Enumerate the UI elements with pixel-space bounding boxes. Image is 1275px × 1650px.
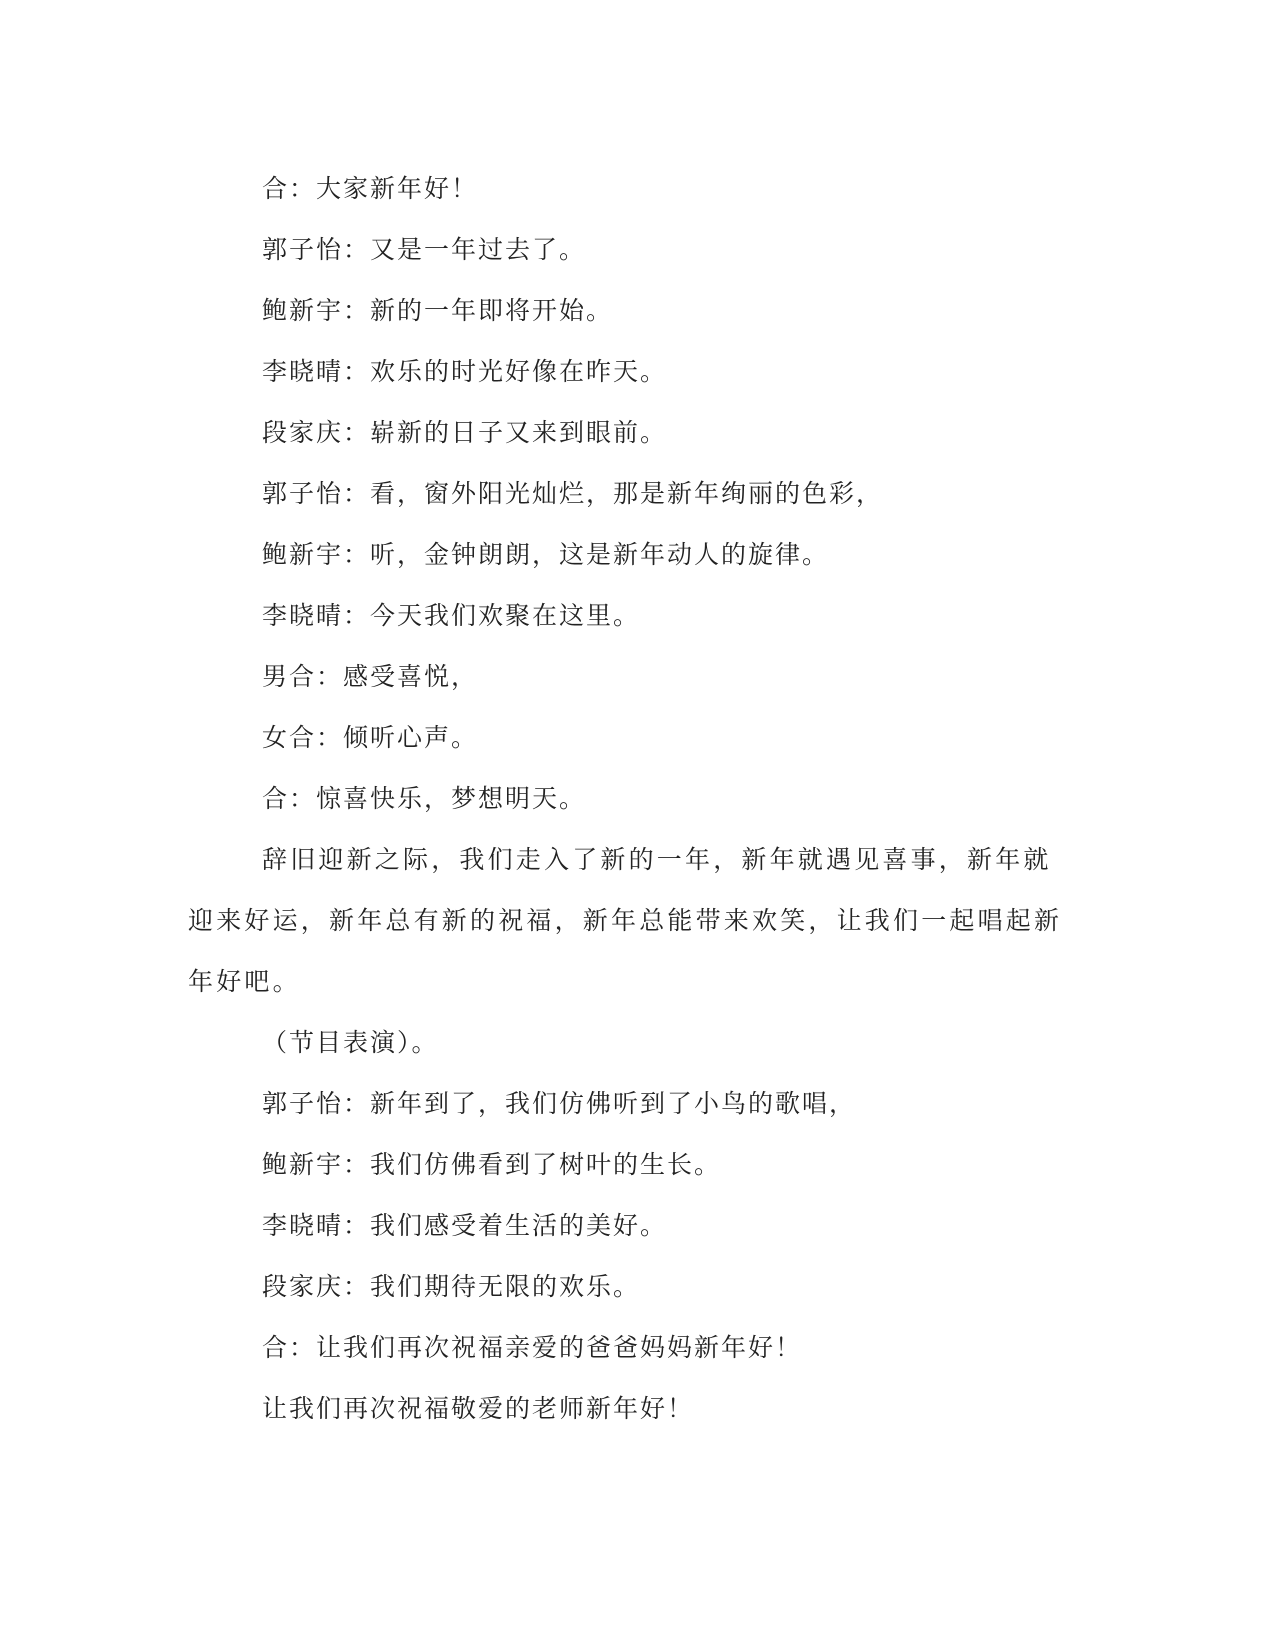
narration-paragraph-wrapper	[188, 829, 1068, 1012]
script-line: 鲍新宇：新的一年即将开始。	[262, 296, 614, 325]
script-line: 合：大家新年好！	[262, 174, 479, 203]
script-line: （节目表演）。	[262, 1028, 439, 1057]
script-line: 合：惊喜快乐，梦想明天。	[262, 784, 587, 813]
script-line: 李晓晴：欢乐的时光好像在昨天。	[262, 357, 668, 386]
script-line: 合：让我们再次祝福亲爱的爸爸妈妈新年好！	[262, 1333, 803, 1362]
script-line: 郭子怡：看，窗外阳光灿烂，那是新年绚丽的色彩，	[262, 479, 884, 508]
script-line: 段家庆：崭新的日子又来到眼前。	[262, 418, 668, 447]
script-line: 鲍新宇：我们仿佛看到了树叶的生长。	[262, 1150, 722, 1179]
script-line: 让我们再次祝福敬爱的老师新年好！	[262, 1394, 695, 1423]
script-line: 男合：感受喜悦，	[262, 662, 479, 691]
script-line: 鲍新宇：听，金钟朗朗，这是新年动人的旋律。	[262, 540, 830, 569]
script-line: 李晓晴：今天我们欢聚在这里。	[262, 601, 641, 630]
script-line: 李晓晴：我们感受着生活的美好。	[262, 1211, 668, 1240]
document-body	[188, 168, 1068, 1449]
script-line: 段家庆：我们期待无限的欢乐。	[262, 1272, 641, 1301]
script-line: 郭子怡：新年到了，我们仿佛听到了小鸟的歌唱，	[262, 1089, 857, 1118]
script-line: 女合：倾听心声。	[262, 723, 479, 752]
narration-paragraph: 辞旧迎新之际，我们走入了新的一年，新年就遇见喜事，新年就迎来好运，新年总有新的祝福，新年总能带来欢笑，让我们一起唱起新年好吧。	[188, 845, 1063, 996]
script-line: 郭子怡：又是一年过去了。	[262, 235, 587, 264]
